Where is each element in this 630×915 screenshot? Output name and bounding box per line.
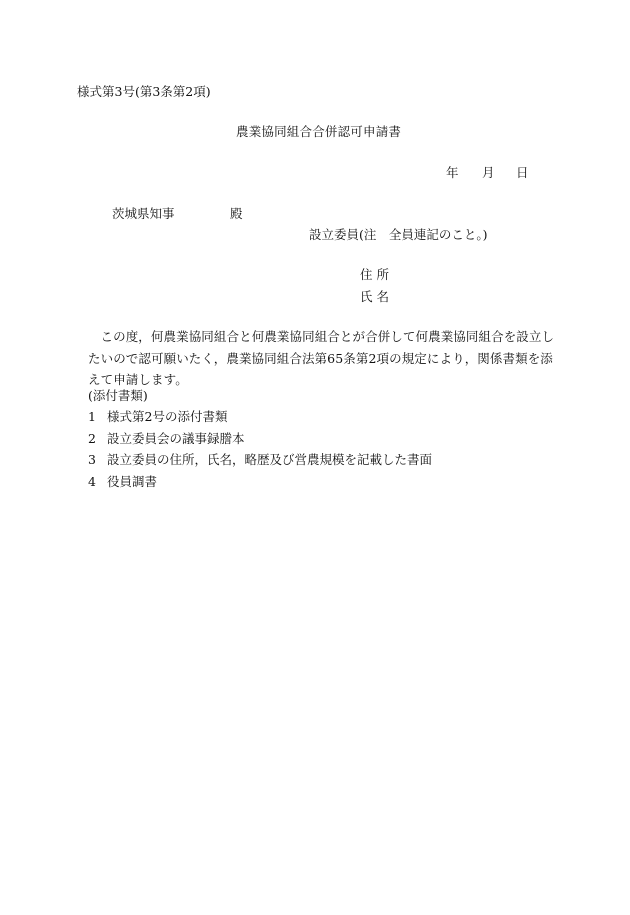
attachment-text: 設立委員会の議事録謄本	[107, 430, 245, 446]
attachment-item	[88, 473, 432, 498]
attachment-number: 3	[88, 452, 96, 468]
attachment-item	[88, 430, 432, 455]
attachment-text: 役員調書	[107, 473, 158, 489]
attachment-item	[88, 454, 432, 476]
application-body-text: この度，何農業協同組合と何農業協同組合とが合併して何農業協同組合を設立したいので認可願いたく，農業協同組合法第65条第2項の規定により，関係書類を添えて申請します。	[88, 329, 555, 387]
name-label: 氏名	[360, 289, 394, 304]
date-month-label: 月	[482, 165, 495, 180]
form-number: 様式第3号(第3条第2項)	[77, 84, 211, 99]
date-year-label: 年	[446, 165, 459, 180]
document-title: 農業協同組合合併認可申請書	[236, 124, 402, 139]
attachments-heading: (添付書類)	[88, 388, 148, 403]
attachment-text: 設立委員の住所，氏名，略歴及び営農規模を記載した書面	[107, 452, 433, 468]
address-label: 住所	[360, 267, 394, 282]
attachment-number: 1	[88, 409, 96, 424]
addressee-honorific: 殿	[230, 206, 243, 221]
committee-label: 設立委員(注 全員連記のこと。)	[309, 227, 488, 242]
attachments-list	[88, 411, 432, 497]
attachment-text: 様式第2号の添付書類	[107, 409, 228, 424]
date-day-label: 日	[516, 165, 529, 180]
attachment-number: 4	[88, 473, 96, 489]
attachment-number: 2	[88, 430, 96, 446]
addressee-name: 茨城県知事	[112, 206, 175, 221]
attachment-item	[88, 411, 432, 433]
